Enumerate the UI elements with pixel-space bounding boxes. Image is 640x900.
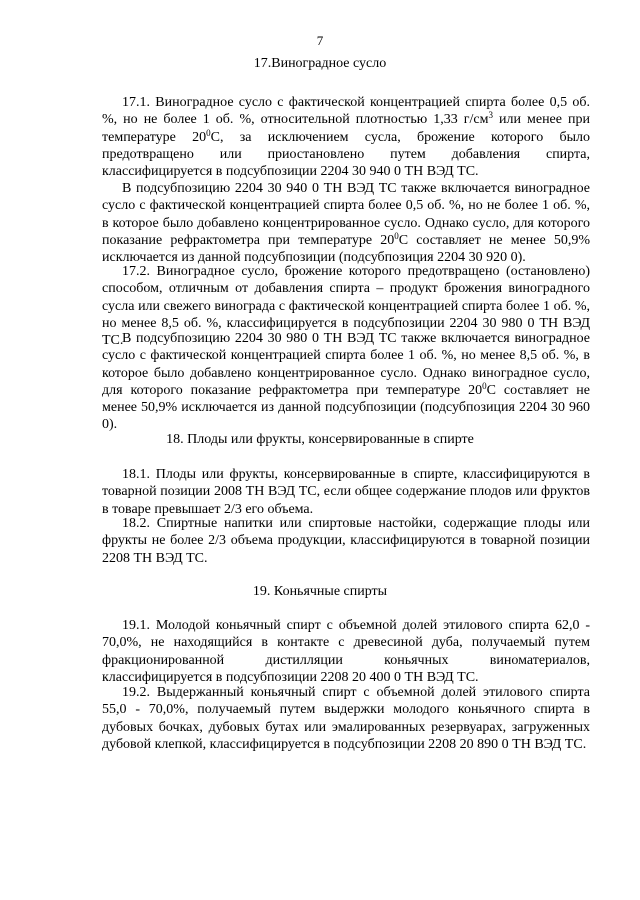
text-run: 18.1. Плоды или фрукты, консервированные в спирте, классифицируются в товарной позиции 2008 ТН ВЭД ТС, если общее содержание плодов или фруктов в товаре превышает 2/3 его объема. xyxy=(102,467,590,517)
superscript: 3 xyxy=(488,110,493,121)
text-run: В подсубпозицию 2204 30 980 0 ТН ВЭД ТС также включается виноградное сусло с фактической концентрацией спирта более 1 об. %, но менее 8,5 об. %, в которое было добавлено концентрированное сусло. Однако виноградное сусло, для которого показание рефрактометра при температуре 20 xyxy=(102,331,590,398)
paragraph-19-2 xyxy=(102,684,590,753)
paragraph-19-1 xyxy=(102,617,590,686)
text-run: 17.1. Виноградное сусло с фактической концентрацией спирта более 0,5 об. %, но не более 1 об. %, относительной плотностью 1,33 г/см xyxy=(102,95,590,128)
page-number: 7 xyxy=(316,33,324,48)
text-run: С составляет не менее 50,9% исключается из данной подсубпозиции (подсубпозиция 2204 30 960 0). xyxy=(102,382,590,433)
paragraph-18-2 xyxy=(102,515,590,567)
text-run: С составляет не менее 50,9% исключается из данной подсубпозиции (подсубпозиция 2204 30 920 0). xyxy=(102,232,590,266)
section-heading-18: 18. Плоды или фрукты, консервированные в спирте xyxy=(166,432,474,447)
paragraph-17-1 xyxy=(102,94,590,180)
text-run: В подсубпозицию 2204 30 940 0 ТН ВЭД ТС также включается виноградное сусло с фактической концентрацией спирта более 0,5 об. %, но не более 1 об. %, в которое было добавлено концентрированное сусло. Однако сусло, для которого показание рефрактометра при температуре 20 xyxy=(102,181,590,248)
text-run: 19.1. Молодой коньячный спирт с объемной долей этилового спирта 62,0 - 70,0%, не находящийся в контакте с древесиной дуба, получаемый путем фракционированной дистилляции коньячных виноматериалов, классифицируется в подсубпозиции 2208 20 400 0 ТН ВЭД ТС. xyxy=(102,618,590,685)
paragraph-17-1-cont xyxy=(102,180,590,266)
text-run: 19.2. Выдержанный коньячный спирт с объемной долей этилового спирта 55,0 - 70,0%, получаемый путем выдержки молодого коньячного спирта в дубовых бочках, дубовых бутах или эмалированных резервуарах, загруженных дубовой клепкой, классифицируется в подсубпозиции 2208 20 890 0 ТН ВЭД ТС. xyxy=(102,685,590,752)
paragraph-18-1 xyxy=(102,466,590,518)
superscript: 0 xyxy=(482,380,487,391)
section-heading-19: 19. Коньячные спирты xyxy=(252,584,388,599)
superscript: 0 xyxy=(394,230,399,241)
text-run: или менее при температуре 20 xyxy=(102,112,590,145)
paragraph-17-2-cont xyxy=(102,330,590,434)
text-run: С, за исключением сусла, брожение которого было предотвращено или приостановлено путем добавления спирта, классифицируется в подсубпозиции 2204 30 940 0 ТН ВЭД ТС. xyxy=(102,129,590,180)
section-heading-17: 17.Виноградное сусло xyxy=(253,56,387,71)
superscript: 0 xyxy=(206,127,211,138)
text-run: 17.2. Виноградное сусло, брожение которого предотвращено (остановлено) способом, отличным от добавления спирта – продукт брожения виноградного сусла или свежего винограда с фактической концентрацией спирта более 1 об. %, но менее 8,5 об. %, классифицируется в подсубпозиции 2204 30 980 0 ТН ВЭД ТС. xyxy=(102,264,590,349)
text-run: 18.2. Спиртные напитки или спиртовые настойки, содержащие плоды или фрукты не более 2/3 объема продукции, классифицируются в товарной позиции 2208 ТН ВЭД ТС. xyxy=(102,516,590,566)
